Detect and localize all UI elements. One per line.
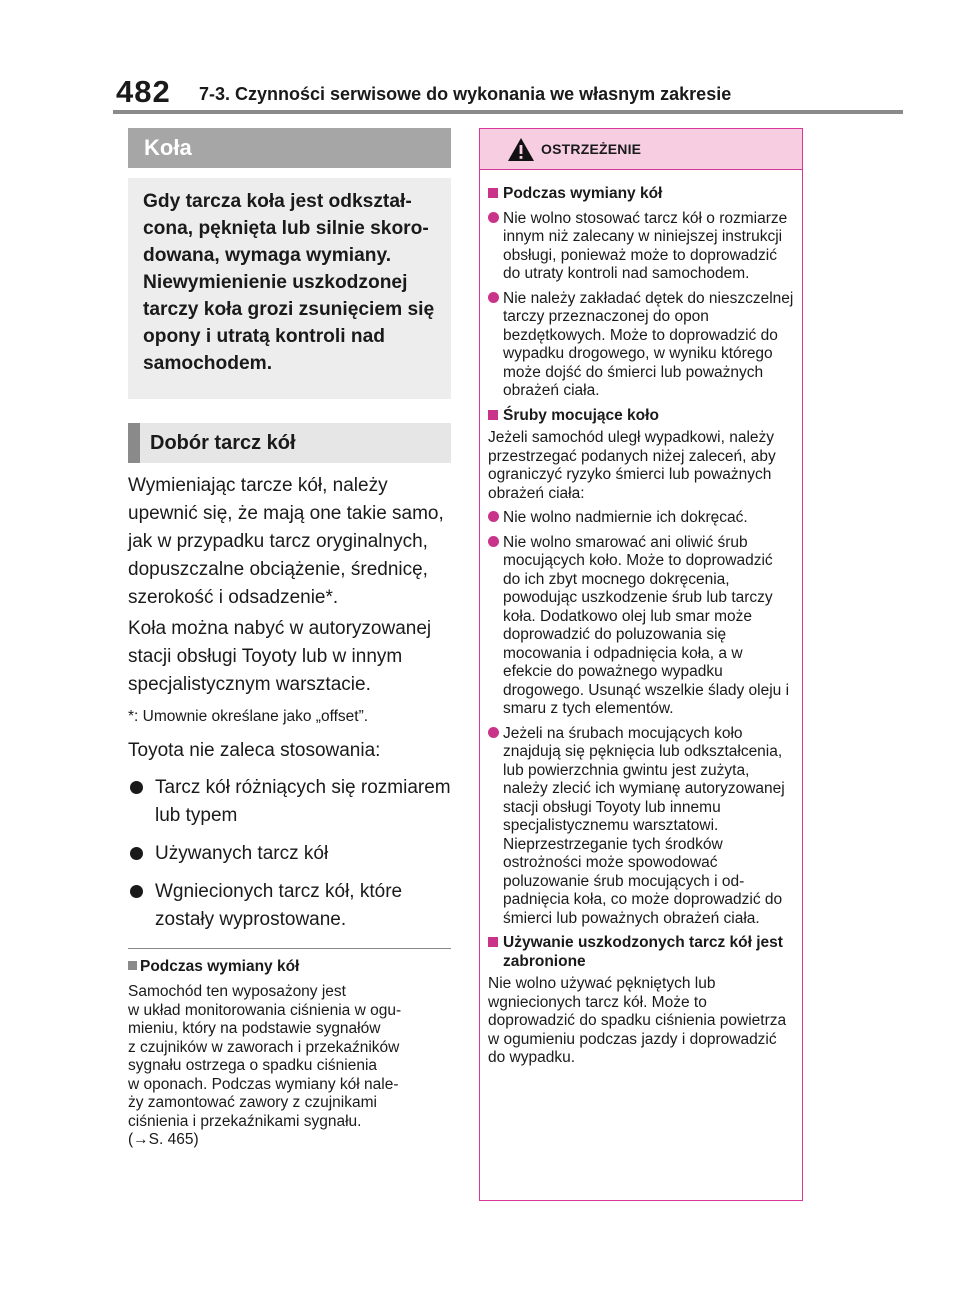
paragraph-3: Toyota nie zaleca stosowania: xyxy=(128,740,381,761)
warning-item-text: Jeżeli na śrubach mocujących koło znajdują się pęknięcia lub odkształcenia, lub powierzchnia gwintu jest zużyta, należy zlecić ich wymianę autoryzowanej stacji obsługi Toyoty lub innemu specjalistycznemu warsztatowi. Nieprzestrzeganie tych środków ostrożności może spowodować poluzowanie śrub mocujących i odpadnięcia koła, co może doprowadzić do śmierci lub poważnych obrażeń ciała. xyxy=(503,724,785,927)
square-bullet-icon xyxy=(488,188,498,198)
subsection-title: Dobór tarcz kół xyxy=(128,423,451,463)
bullet-dot-icon xyxy=(488,727,499,738)
page-header xyxy=(0,0,960,116)
list-item xyxy=(128,840,451,868)
warning-triangle-icon xyxy=(507,137,535,162)
list-item-text: Wgniecionych tarcz kół, które zostały wyprostowane. xyxy=(155,881,403,930)
warning-box xyxy=(479,128,803,1201)
bullet-list xyxy=(128,774,451,934)
warning-subheading xyxy=(488,185,794,204)
header-rule xyxy=(113,110,903,114)
divider xyxy=(128,948,451,949)
intro-box: Gdy tarcza koła jest odkształcona, pęknięta lub silnie skorodowana, wymaga wymiany. Niewymienienie uszkodzonej tarczy koła grozi zsunięciem się opony i utratą kontroli nad samochodem. xyxy=(128,178,451,399)
warning-header xyxy=(480,129,802,170)
left-column xyxy=(128,128,451,1150)
warning-subheading-text: Śruby mocujące koło xyxy=(503,406,659,424)
section-title: 7-3. Czynności serwisowe do wykonania we własnym zakresie xyxy=(199,84,732,104)
bullet-dot-icon xyxy=(488,511,499,522)
warning-paragraph: Nie wolno używać pękniętych lub wgniecionych tarcz kół. Może to doprowadzić do spadku ciśnienia powietrza w ogumieniu podczas jazdy i doprowadzić do wypadku. xyxy=(488,975,787,1066)
bullet-dot-icon xyxy=(488,292,499,303)
warning-title: OSTRZEŻENIE xyxy=(541,141,642,157)
warning-item-text: Nie wolno nadmiernie ich dokręcać. xyxy=(503,509,748,526)
warning-item xyxy=(488,210,794,284)
list-item-text: Używanych tarcz kół xyxy=(155,843,329,864)
warning-item xyxy=(488,725,794,929)
warning-subheading xyxy=(488,934,794,971)
bullet-dot-icon xyxy=(488,536,499,547)
square-bullet-icon xyxy=(488,410,498,420)
page-number: 482 xyxy=(116,74,171,109)
warning-item-text: Nie wolno smarować ani oliwić śrub mocujących koło. Może to doprowadzić do ich zbyt mocnego dokręcenia, powodując uszkodzenie śrub lub tarczy koła. Dodatkowo olej lub smar może doprowadzić do poluzowania się mocowania i odpadnięcia koła, a w efekcie do poważnego wypadku drogowego. Usunąć wszelkie ślady oleju i smaru z tych elementów. xyxy=(503,533,790,717)
paragraph-2: Koła można nabyć w autoryzowanej stacji obsługi Toyoty lub w innym specjalistycznym warsztacie. xyxy=(128,618,432,695)
warning-item xyxy=(488,509,794,528)
bullet-dot-icon xyxy=(130,885,143,898)
note-text: Samochód ten wyposażony jest w układ monitorowania ciśnienia w ogu- mieniu, który na podstawie sygnałów z czujników w zaworach i przekaźników sygnału ostrzega o spadku ciśnienia w oponach. Podczas wymiany kół nale- ży zamontować zawory z czujnikami ciśnienia i przekaźnikami sygnału. (→S. 465) xyxy=(128,983,402,1148)
warning-subheading-text: Używanie uszkodzonych tarcz kół jest zabronione xyxy=(503,934,783,970)
square-bullet-icon xyxy=(488,937,498,947)
footnote: *: Umownie określane jako „offset”. xyxy=(128,708,369,725)
note-heading xyxy=(128,958,451,976)
warning-item-text: Nie wolno stosować tarcz kół o rozmiarze innym niż zalecany w niniejszej instrukcji obsługi, ponieważ może to doprowadzić do utraty kontroli nad samochodem. xyxy=(503,209,788,282)
warning-item-text: Nie należy zakładać dętek do nieszczelnej tarczy przeznaczonej do opon bezdętkowych. Może to doprowadzić do wypadku drogowego, w wyniku którego może dojść do śmierci lub poważnych obrażeń ciała. xyxy=(503,289,794,399)
warning-subheading-text: Podczas wymiany kół xyxy=(503,185,663,202)
list-item-text: Tarcz kół różniących się rozmiarem lub typem xyxy=(155,777,451,826)
note-heading-text: Podczas wymiany kół xyxy=(140,958,300,975)
bullet-dot-icon xyxy=(130,847,143,860)
warning-item xyxy=(488,290,794,401)
list-item xyxy=(128,878,451,934)
square-bullet-icon xyxy=(128,961,137,970)
paragraph-1: Wymieniając tarcze kół, należy upewnić się, że mają one takie samo, jak w przypadku tarcz oryginalnych, dopuszczalne obciążenie, średnicę, szerokość i odsadzenie*. xyxy=(128,475,444,608)
warning-item xyxy=(488,534,794,719)
section-bar-title: Koła xyxy=(128,128,451,168)
list-item xyxy=(128,774,451,830)
warning-subheading xyxy=(488,407,794,426)
bullet-dot-icon xyxy=(130,781,143,794)
warning-paragraph: Jeżeli samochód uległ wypadkowi, należy przestrzegać podanych niżej zaleceń, aby ograniczyć ryzyko śmierci lub poważnych obrażeń ciała: xyxy=(488,429,776,502)
bullet-dot-icon xyxy=(488,212,499,223)
warning-body xyxy=(480,170,802,1078)
